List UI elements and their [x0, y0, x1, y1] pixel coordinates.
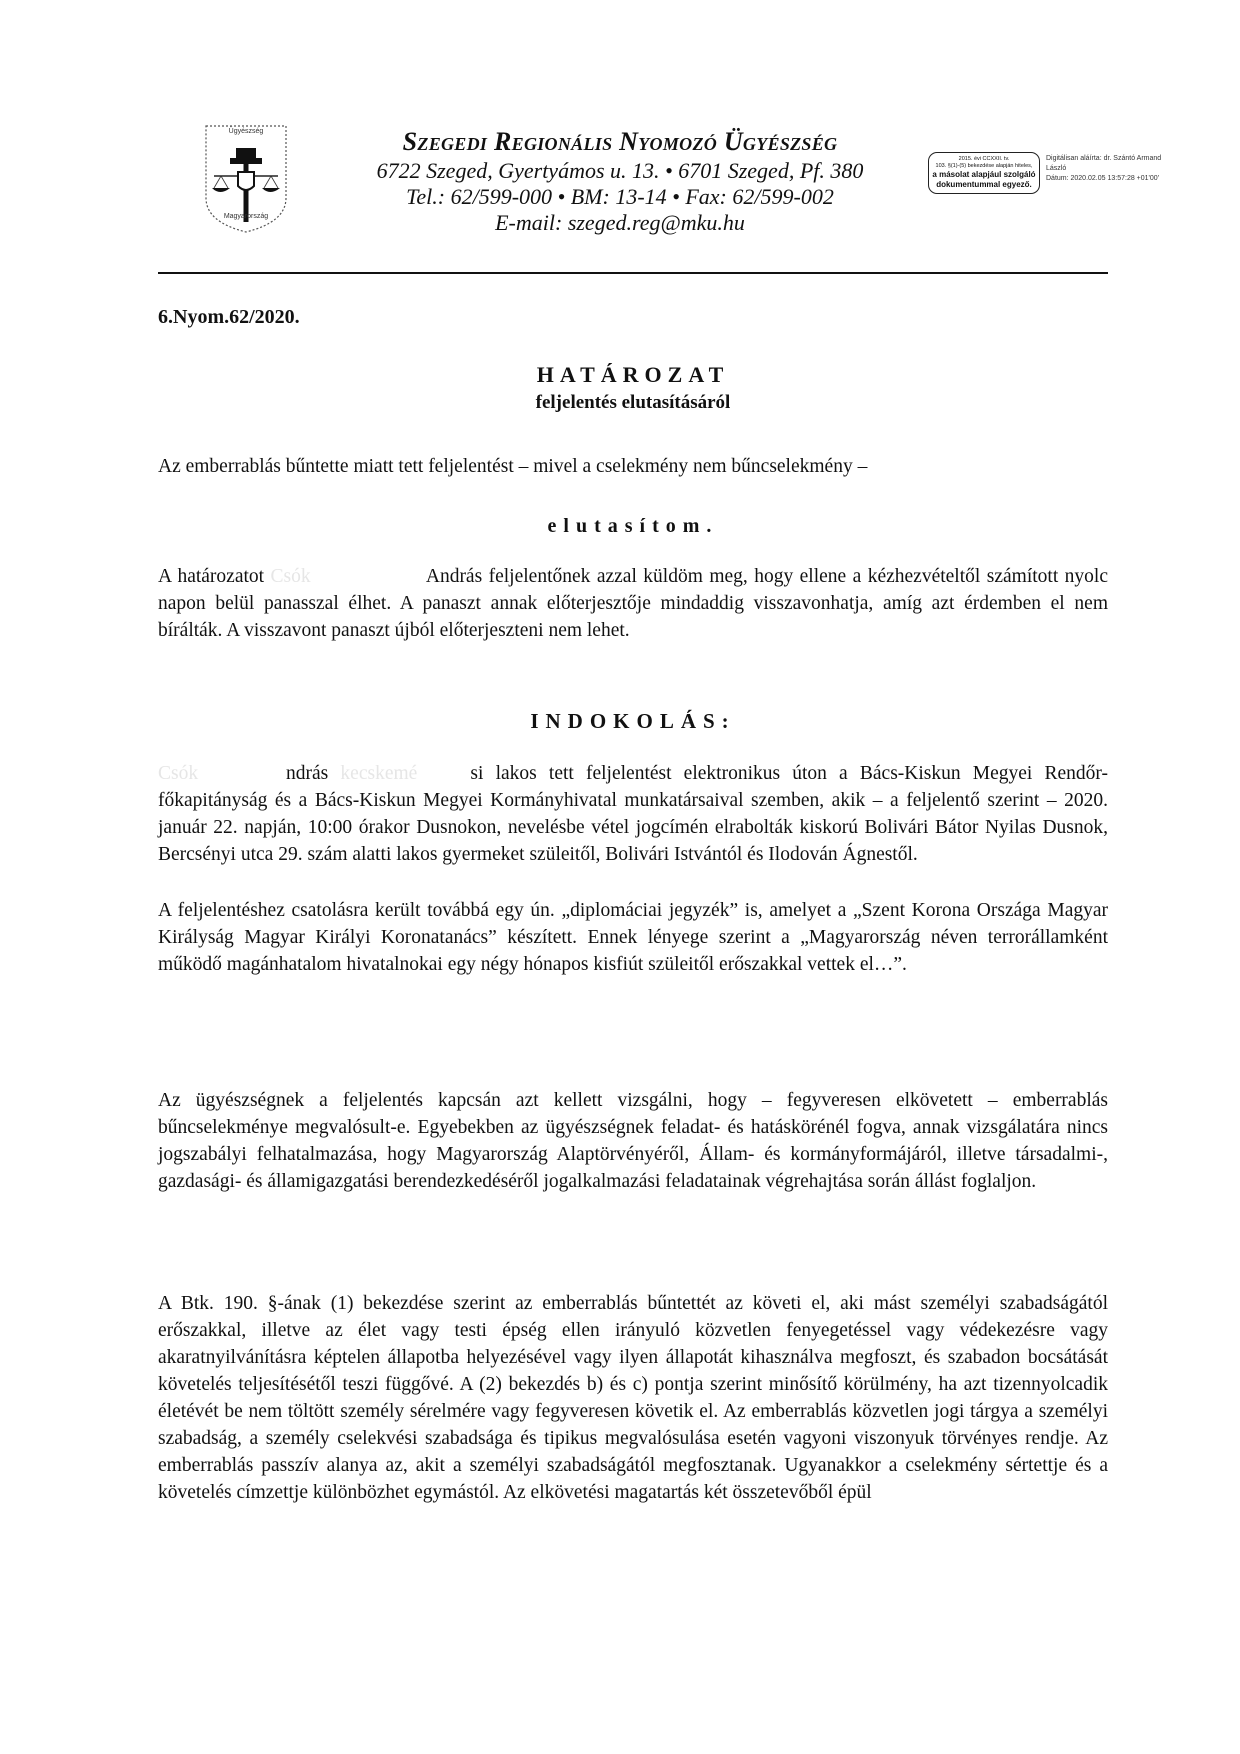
digital-signature — [1046, 154, 1236, 184]
signed-by-cont: László — [1046, 165, 1067, 172]
reasoning-paragraph-3: Az ügyészségnek a feljelentés kapcsán azt kellett vizsgálni, hogy – fegyveresen elkövetett – emberrablás bűncselekménye megvalósult-e. Egyebekben az ügyészségnek feladat- és hatáskörénél fogva, annak vizsgálatára nincs jogszabályi felhatalmazása, hogy Magyarország Alaptörvényéről, Állam- és kormányformájáról, illetve társadalmi-, gazdasági- és államigazgatási berendezkedéséről jogalkalmazási feladatainak végrehajtása során állást foglaljon. — [158, 1090, 1108, 1192]
reasoning-paragraph-2: A feljelentéshez csatolásra került továbbá egy ún. „diplomáciai jegyzék” is, amelyet a „Szent Korona Országa Magyar Királyság Magyar Királyi Koronatanács” készített. Ennek lényege szerint a „Magyarország néven terrorállamként működő magánhatalom hivatalnokai egy négy hónapos kisfiút szüleitől erőszakkal vettek el…”. — [158, 900, 1108, 975]
email-line: E-mail: szeged.reg@mku.hu — [495, 210, 745, 235]
redacted-name: Csók — [270, 566, 311, 587]
contact-line: Tel.: 62/599-000 • BM: 13-14 • Fax: 62/599-002 — [406, 184, 834, 209]
reasoning-heading: INDOKOLÁS: — [530, 709, 736, 733]
stamp-line-3: a másolat alapjául szolgáló — [932, 170, 1036, 179]
coat-of-arms-logo — [200, 118, 292, 236]
stamp-line-2: 103. §(1)-(5) bekezdése alapján hiteles, — [935, 163, 1033, 169]
intro-paragraph: Az emberrablás bűntette miatt tett feljelentést – mivel a cselekmény nem bűncselekmény – — [158, 456, 868, 477]
stamp-line-4: dokumentummal egyező. — [936, 180, 1032, 189]
signed-by: Digitálisan aláírta: dr. Szántó Armand — [1046, 155, 1162, 162]
notice-lead: A határozatot — [158, 566, 265, 587]
redacted-name-lead: Csók — [158, 763, 199, 784]
organization-name: Szegedi Regionális Nyomozó Ügyészség — [402, 127, 838, 156]
header-divider — [158, 272, 1108, 274]
signature-date: Dátum: 2020.02.05 13:57:28 +01'00' — [1046, 175, 1160, 182]
document-title: HATÁROZAT — [536, 362, 730, 387]
document-subtitle: feljelentés elutasításáról — [535, 392, 731, 413]
reference-number: 6.Nyom.62/2020. — [158, 306, 300, 328]
letterhead — [300, 126, 940, 236]
decision-text: elutasítom. — [547, 515, 719, 537]
notice-rest: András feljelentőnek azzal küldöm meg, hogy ellene a kézhezvételtől számított nyolc napon belül panasszal élhet. A panaszt annak előterjesztője mindaddig visszavonhatja, amíg azt érdemben el nem bírálták. A visszavont panaszt újból előterjeszteni nem lehet. — [158, 566, 1108, 641]
reasoning-paragraph-1 — [158, 760, 1108, 868]
notice-paragraph — [158, 563, 1108, 644]
logo-bottom-text: Magyarország — [223, 213, 269, 220]
address-line: 6722 Szeged, Gyertyámos u. 13. • 6701 Szeged, Pf. 380 — [376, 158, 864, 183]
redacted-city: kecskemé — [340, 763, 418, 784]
stamp-line-1: 2015. évi CCXXII. tv. — [958, 156, 1010, 162]
name-fragment: ndrás — [286, 763, 329, 784]
certification-stamp — [928, 152, 1040, 194]
paragraph-1-text: si lakos tett feljelentést elektronikus úton a Bács-Kiskun Megyei Rendőr-főkapitányság és a Bács-Kiskun Megyei Kormányhivatal munkatársaival szemben, akik – a feljelentő szerint – 2020. január 22. napján, 10:00 órakor Dusnokon, nevelésbe vétel jogcímén elrabolták kiskorú Bolivári Bátor Nyilas Dusnok, Bercsényi utca 29. szám alatti lakos gyermeket szüleitől, Bolivári Istvántól és Ilodován Ágnestől. — [158, 763, 1109, 865]
prosecution-coat-of-arms-icon — [200, 118, 292, 236]
reasoning-paragraph-4: A Btk. 190. §-ának (1) bekezdése szerint az emberrablás bűntettét az követi el, aki mást személyi szabadságától erőszakkal, illetve az élet vagy testi épség ellen irányuló közvetlen fenyegetéssel vagy védekezésre vagy akaratnyilvánításra képtelen állapotba helyezésével vagy ilyen állapotát kihasználva megfoszt, és szabadon bocsátását követelés teljesítésétől teszi függővé. A (2) bekezdés b) és c) pontja szerint minősítő körülmény, ha azt tizennyolcadik életévét be nem töltött személy sérelmére vagy fegyveresen követik el. Az emberrablás közvetlen jogi tárgya a személyi szabadság, a személy cselekvési szabadsága és tipikus megvalósulása esetén vagyoni viszonyuk törvényes rendje. Az emberrablás passzív alanya az, akit a személyi szabadságától megfosztanak. Ugyanakkor a cselekmény sértettje és a követelés címzettje különbözhet egymástól. Az elkövetési magatartás két összetevőből épül — [158, 1293, 1108, 1503]
logo-top-text: Ügyészség — [228, 128, 264, 135]
